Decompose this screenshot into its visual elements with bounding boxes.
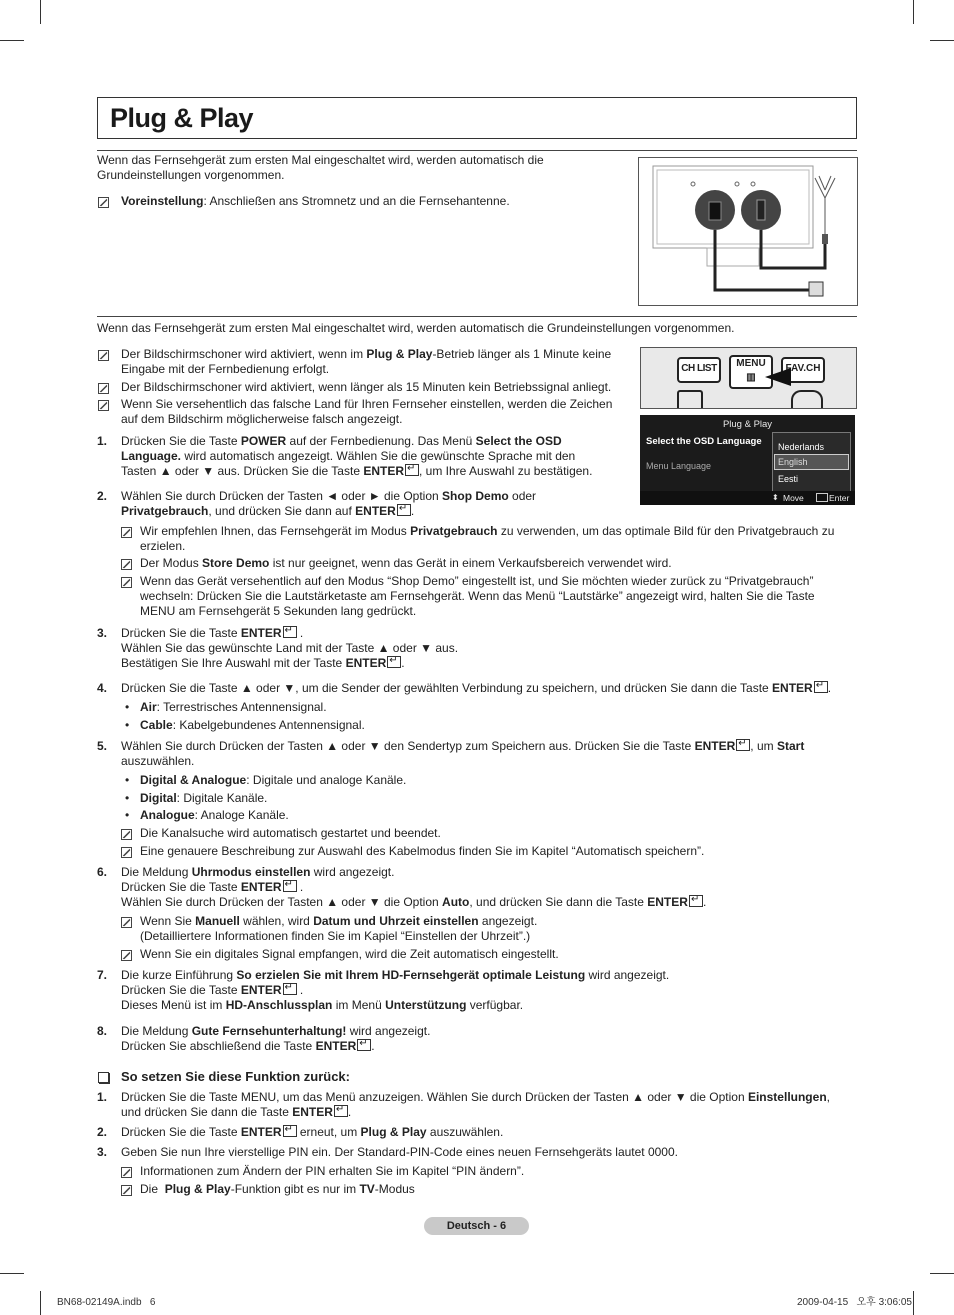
bullet-dot: • — [125, 718, 130, 732]
enter-icon — [405, 464, 419, 476]
reset-step-1-text: Drücken Sie die Taste MENU, um das Menü anzuzeigen. Wählen Sie durch Drücken der Tasten ▲ oder ▼ die Option Einstellungen, und drücken Sie dann die Taste ENTER↵ . — [121, 1090, 856, 1120]
note-icon — [121, 1185, 132, 1196]
enter-icon — [283, 626, 297, 638]
osd-enter-label: Enter — [829, 493, 850, 503]
step-number: 2. — [97, 1125, 108, 1139]
crop-mark — [40, 0, 41, 24]
note-icon — [121, 847, 132, 858]
divider — [97, 150, 857, 151]
osd-option-selected[interactable]: English — [774, 454, 849, 470]
osd-row-menu-language: Menu Language — [646, 461, 712, 471]
enter-icon — [736, 739, 750, 751]
bullet-dot: • — [125, 700, 130, 714]
note-text: Die Kanalsuche wird automatisch gestartet und beendet. — [140, 826, 441, 840]
osd-option[interactable]: Nederlands — [778, 442, 825, 452]
divider — [97, 316, 857, 317]
note-icon — [121, 829, 132, 840]
step-1-text: Drücken Sie die Taste POWER auf der Fernbedienung. Das Menü Select the OSD Language. wird automatisch angezeigt. Wählen Sie die gewünschte Sprache mit den Tasten ▲ oder ▼ aus. Drücken Sie die Taste ENTER↵ , um Ihre Auswahl zu bestätigen. — [121, 434, 631, 479]
bullet-dot: • — [125, 773, 130, 787]
note-icon — [121, 950, 132, 961]
enter-icon — [387, 656, 401, 668]
step-3-text: Drücken Sie die Taste ENTER↵ . Wählen Sie das gewünschte Land mit der Taste ▲ oder ▼ aus. Bestätigen Sie Ihre Auswahl mit der Taste ENTER↵ . — [121, 626, 841, 671]
checkbox-heading-icon — [98, 1072, 109, 1083]
note-text: Wenn Sie versehentlich das falsche Land für Ihren Fernseher einstellen, werden die Zeichen auf dem Bildschirm möglicherweise falsch angezeigt. — [121, 397, 613, 426]
page-title: Plug & Play — [110, 103, 254, 133]
reset-heading: So setzen Sie diese Funktion zurück: — [121, 1069, 350, 1084]
crop-mark — [40, 1291, 41, 1315]
note-icon — [121, 917, 132, 928]
bullet-text: Cable: Kabelgebundenes Antennensignal. — [140, 718, 365, 732]
return-icon — [791, 390, 823, 408]
step-number: 1. — [97, 434, 108, 448]
step-number: 5. — [97, 739, 108, 753]
tools-icon — [677, 390, 703, 408]
step-number: 3. — [97, 1145, 108, 1159]
note-icon — [121, 1167, 132, 1178]
bullet-dot: • — [125, 808, 130, 822]
note-text: Wir empfehlen Ihnen, das Fernsehgerät im Modus Privatgebrauch zu verwenden, um das optimale Bild für den Privatgebrauch zu erzielen. — [140, 524, 835, 553]
intro-text: Wenn das Fernsehgerät zum ersten Mal eingeschaltet wird, werden automatisch die Grundeinstellungen vorgenommen. — [97, 153, 544, 182]
note-text: Der Bildschirmschoner wird aktiviert, wenn im Plug & Play-Betrieb länger als 1 Minute keine Eingabe mit der Fernbedienung erfolgt. — [121, 347, 612, 376]
note-text: Wenn Sie ein digitales Signal empfangen, wird die Zeit automatisch eingestellt. — [140, 947, 559, 961]
note-text: Der Modus Store Demo ist nur geeignet, wenn das Gerät in einem Verkaufsbereich verwendet wird. — [140, 556, 672, 570]
enter-icon — [283, 880, 297, 892]
enter-icon — [357, 1039, 371, 1051]
pointer-arrow-icon — [765, 368, 791, 386]
enter-icon — [283, 1125, 297, 1137]
enter-icon — [814, 681, 828, 693]
note-text: Eine genauere Beschreibung zur Auswahl des Kabelmodus finden Sie im Kapitel “Automatisch speichern”. — [140, 844, 705, 858]
remote-button-chlist: CH LIST — [677, 357, 721, 383]
bullet-dot: • — [125, 791, 130, 805]
step-6-text: Die Meldung Uhrmodus einstellen wird angezeigt. Drücken Sie die Taste ENTER↵ . Wählen Sie durch Drücken der Tasten ▲ oder ▼ die Option Auto, und drücken Sie dann die Taste ENTER↵ . — [121, 865, 856, 910]
note-icon — [121, 577, 132, 588]
enter-icon — [334, 1105, 348, 1117]
step-4-text: Drücken Sie die Taste ▲ oder ▼, um die Sender der gewählten Verbindung zu speichern, und drücken Sie dann die Taste ENTER↵ . — [121, 681, 856, 696]
enter-icon — [283, 983, 297, 995]
reset-step-3-text: Geben Sie nun Ihre vierstellige PIN ein. Der Standard-PIN-Code eines neuen Fernsehgeräts lautet 0000. — [121, 1145, 678, 1159]
tv-back-illustration — [639, 158, 857, 305]
enter-icon — [816, 493, 828, 502]
intro-note: Voreinstellung: Anschließen ans Stromnetz und an die Fernsehantenne. — [121, 194, 510, 208]
crop-mark — [0, 1273, 24, 1274]
remote-button-favch: FAV.CH — [781, 357, 825, 383]
bullet-text: Air: Terrestrisches Antennensignal. — [140, 700, 327, 714]
bullet-text: Digital: Digitale Kanäle. — [140, 791, 268, 805]
move-icon: ⬍ — [772, 493, 779, 502]
section-intro: Wenn das Fernsehgerät zum ersten Mal eingeschaltet wird, werden automatisch die Grundeinstellungen vorgenommen. — [97, 321, 735, 335]
note-text: Informationen zum Ändern der PIN erhalten Sie im Kapitel “PIN ändern”. — [140, 1164, 525, 1178]
page-number-badge: Deutsch - 6 — [424, 1217, 529, 1235]
step-number: 6. — [97, 865, 108, 879]
step-number: 7. — [97, 968, 108, 982]
crop-mark — [0, 40, 24, 41]
print-timestamp: 2009-04-15 오후 3:06:05 — [797, 1297, 912, 1308]
osd-row-select-language: Select the OSD Language — [646, 436, 762, 447]
crop-mark — [913, 1291, 914, 1315]
note-icon — [98, 383, 109, 394]
note-text: Der Bildschirmschoner wird aktiviert, wenn länger als 15 Minuten kein Betriebssignal anliegt. — [121, 380, 612, 394]
note-icon — [121, 559, 132, 570]
remote-illustration — [640, 347, 857, 409]
step-number: 4. — [97, 681, 108, 695]
menu-grid-icon: ▥ — [746, 372, 756, 383]
page-title-box — [97, 97, 857, 139]
enter-icon — [397, 504, 411, 516]
note-icon — [98, 197, 109, 208]
step-2-text: Wählen Sie durch Drücken der Tasten ◄ oder ► die Option Shop Demo oder Privatgebrauch, und drücken Sie dann auf ENTER↵ . — [121, 489, 631, 519]
file-info: BN68-02149A.indb 6 — [57, 1297, 156, 1308]
step-number: 3. — [97, 626, 108, 640]
crop-mark — [930, 40, 954, 41]
note-text: Die Plug & Play-Funktion gibt es nur im TV-Modus — [140, 1182, 415, 1196]
step-7-text: Die kurze Einführung So erzielen Sie mit Ihrem HD-Fernsehgerät optimale Leistung wird angezeigt. Drücken Sie die Taste ENTER↵ . Dieses Menü ist im HD-Anschlussplan im Menü Unterstützung verfügbar. — [121, 968, 856, 1013]
note-icon — [98, 350, 109, 361]
bullet-text: Digital & Analogue: Digitale und analoge Kanäle. — [140, 773, 407, 787]
crop-mark — [913, 0, 914, 24]
step-8-text: Die Meldung Gute Fernsehunterhaltung! wird angezeigt. Drücken Sie abschließend die Taste ENTER↵ . — [121, 1024, 856, 1054]
note-icon — [121, 527, 132, 538]
note-icon — [98, 400, 109, 411]
step-number: 2. — [97, 489, 108, 503]
connection-diagram — [638, 157, 858, 306]
note-text: Wenn das Gerät versehentlich auf den Modus “Shop Demo” eingestellt ist, und Sie möchten wieder zurück zu “Privatgebrauch” wechseln: Drücken Sie die Lautstärketaste am Fernsehgerät. Wenn das Menü “Lautstärke” angezeigt wird, halten Sie die Taste MENU am Fernsehgerät 5 Sekunden lang gedrückt. — [140, 574, 815, 618]
osd-option[interactable]: Eesti — [778, 474, 799, 484]
osd-language-menu — [640, 415, 855, 505]
crop-mark — [930, 1273, 954, 1274]
osd-move-label: Move — [783, 493, 804, 503]
step-number: 1. — [97, 1090, 108, 1104]
step-number: 8. — [97, 1024, 108, 1038]
osd-header: Plug & Play — [722, 419, 773, 430]
reset-step-2-text: Drücken Sie die Taste ENTER↵ erneut, um Plug & Play auszuwählen. — [121, 1125, 856, 1140]
remote-button-menu: MENU ▥ — [729, 355, 773, 389]
step-5-text: Wählen Sie durch Drücken der Tasten ▲ oder ▼ den Sendertyp zum Speichern aus. Drücken Sie die Taste ENTER↵ , um Start auszuwählen. — [121, 739, 856, 769]
enter-icon — [689, 895, 703, 907]
bullet-text: Analogue: Analoge Kanäle. — [140, 808, 289, 822]
note-text: Wenn Sie Manuell wählen, wird Datum und Uhrzeit einstellen angezeigt. (Detailliertere Informationen finden Sie im Kapiel “Einstellen der Uhrzeit”.) — [140, 914, 538, 943]
